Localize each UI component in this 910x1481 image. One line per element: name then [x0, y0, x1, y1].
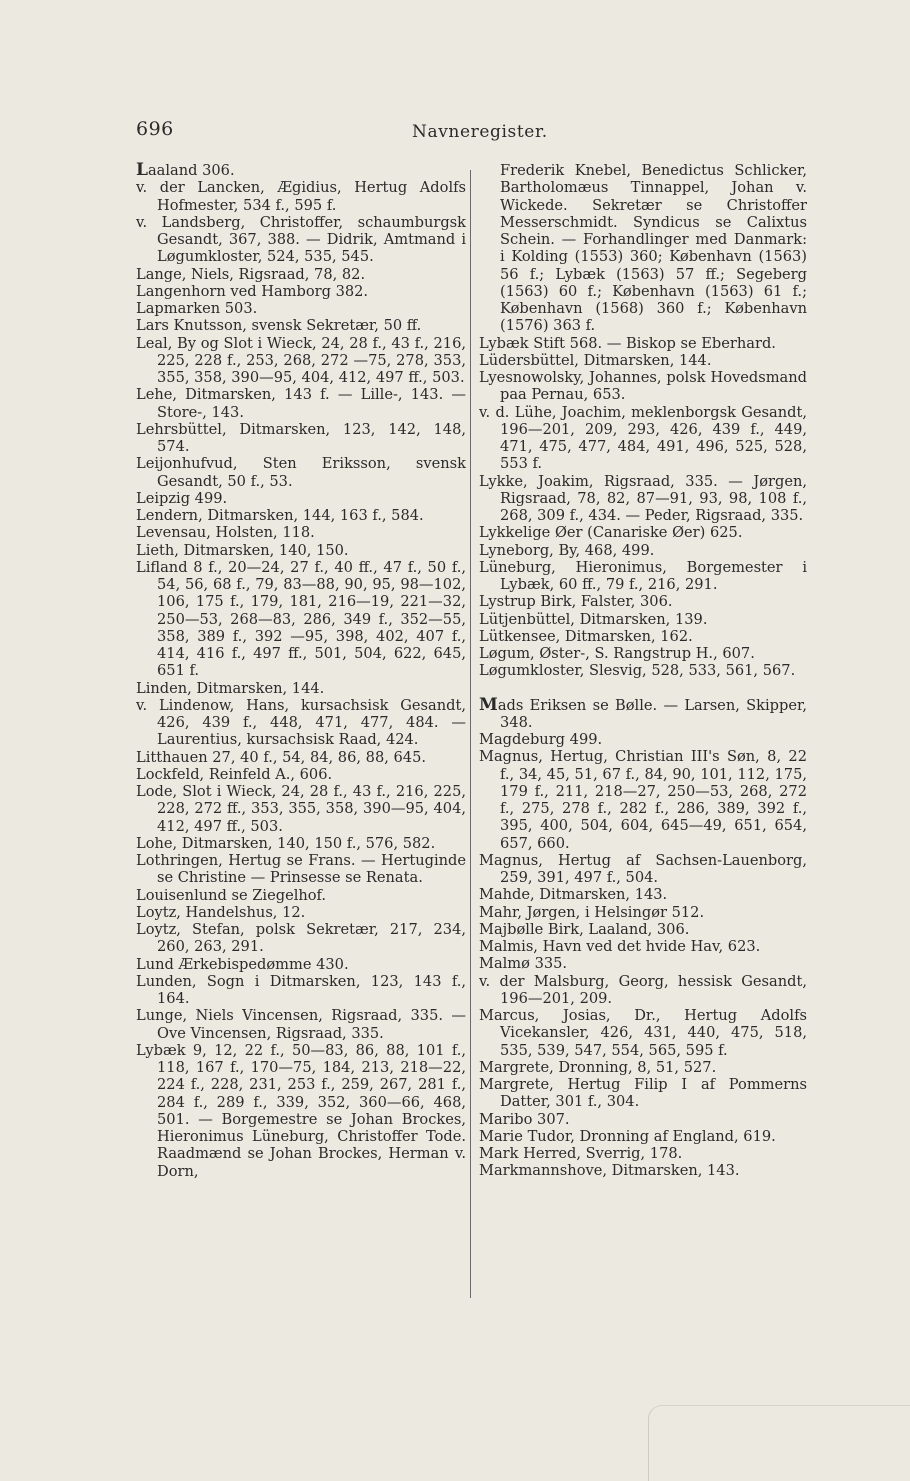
column-divider [470, 170, 471, 1298]
index-entry: Malmø 335. [479, 955, 568, 973]
index-entry: Lunge, Niels Vincensen, Rigsraad, 335. — Ove Vincensen, Rigsraad, 335. [136, 1007, 466, 1042]
index-entry: Lütjenbüttel, Ditmarsken, 139. [479, 610, 708, 628]
index-entry: Levensau, Holsten, 118. [136, 524, 315, 542]
index-entry: Lund Ærkebispedømme 430. [136, 955, 349, 973]
running-head: Navneregister. [412, 122, 548, 142]
index-entry: Mark Herred, Sverrig, 178. [479, 1145, 683, 1162]
index-entry: Loytz, Handelshus, 12. [136, 903, 306, 921]
index-column-right [479, 162, 807, 1180]
index-entry: Lyneborg, By, 468, 499. [479, 541, 655, 559]
index-entry: Lode, Slot i Wieck, 24, 28 f., 43 f., 216, 225, 228, 272 ff., 353, 355, 358, 390—95, 404, 412, 497 ff., 503. [136, 783, 466, 835]
index-entry: Lars Knutsson, svensk Sekretær, 50 ff. [136, 317, 422, 335]
index-entry: v. der Malsburg, Georg, hessisk Gesandt, 196—201, 209. [479, 972, 807, 1007]
index-entry: Lüneburg, Hieronimus, Borgemester i Lybæk, 60 ff., 79 f., 216, 291. [479, 558, 807, 593]
section-initial: L [136, 160, 148, 180]
index-entry: Lockfeld, Reinfeld A., 606. [136, 765, 333, 783]
index-entry: Løgumkloster, Slesvig, 528, 533, 561, 567. [479, 662, 796, 680]
index-entry: Lohe, Ditmarsken, 140, 150 f., 576, 582. [136, 834, 436, 852]
index-entry: Langenhorn ved Hamborg 382. [136, 282, 369, 300]
index-entry: Lüdersbüttel, Ditmarsken, 144. [479, 351, 712, 369]
index-entry [479, 694, 807, 732]
page-number: 696 [136, 118, 174, 140]
index-entry: Lothringen, Hertug se Frans. — Hertuginde se Christine — Prinsesse se Renata. [136, 852, 466, 887]
index-entry: Mahr, Jørgen, i Helsingør 512. [479, 903, 705, 921]
index-entry: Markmannshove, Ditmarsken, 143. [479, 1162, 740, 1180]
index-entry: Lybæk 9, 12, 22 f., 50—83, 86, 88, 101 f., 118, 167 f., 170—75, 184, 213, 218—22, 224 f., 228, 231, 253 f., 259, 267, 281 f., 284 f., 289 f., 339, 352, 360—66, 468, 501. — Borgemestre se Johan Brockes, Hieronimus Lüneburg, Christoffer Tode. Raadmænd se Johan Brockes, Herman v. Dorn, [136, 1041, 466, 1180]
index-entry: Leipzig 499. [136, 489, 228, 507]
index-entry: Magnus, Hertug, Christian III's Søn, 8, 22 f., 34, 45, 51, 67 f., 84, 90, 101, 112, 175, 179 f., 211, 218—27, 250—53, 268, 272 f., 275, 278 f., 282 f., 286, 389, 392 f., 395, 400, 504, 604, 645—49, 651, 654, 657, 660. [479, 748, 807, 852]
index-entry: Lyesnowolsky, Johannes, polsk Hovedsmand paa Pernau, 653. [479, 369, 807, 404]
index-entry: Linden, Ditmarsken, 144. [136, 679, 325, 697]
entry-text: ads Eriksen se Bølle. — Larsen, Skipper, 348. [497, 696, 807, 731]
index-entry: Margrete, Dronning, 8, 51, 527. [479, 1058, 717, 1076]
index-entry: Lykke, Joakim, Rigsraad, 335. — Jørgen, Rigsraad, 78, 82, 87—91, 93, 98, 108 f., 268, 309 f., 434. — Peder, Rigsraad, 335. [479, 472, 807, 524]
index-entry: Louisenlund se Ziegelhof. [136, 886, 327, 904]
index-entry: Maribo 307. [479, 1110, 570, 1128]
entry-text: aaland 306. [147, 162, 235, 179]
index-entry: Lystrup Birk, Falster, 306. [479, 593, 673, 611]
index-entry: Lapmarken 503. [136, 300, 258, 317]
index-entry: Leal, By og Slot i Wieck, 24, 28 f., 43 f., 216, 225, 228 f., 253, 268, 272 —75, 278, 353, 355, 358, 390—95, 404, 412, 497 ff., 503. [136, 334, 466, 386]
index-entry: Magnus, Hertug af Sachsen-Lauenborg, 259, 391, 497 f., 504. [479, 851, 807, 886]
index-entry: v. d. Lühe, Joachim, meklenborgsk Gesandt, 196—201, 209, 293, 426, 439 f., 449, 471, 475, 477, 484, 491, 496, 525, 528, 553 f. [479, 403, 807, 473]
index-entry: v. Lindenow, Hans, kursachsisk Gesandt, 426, 439 f., 448, 471, 477, 484. — Laurentius, kursachsisk Raad, 424. [136, 696, 466, 749]
index-entry: Lieth, Ditmarsken, 140, 150. [136, 541, 349, 559]
index-entry [136, 162, 466, 179]
index-entry: Frederik Knebel, Benedictus Schlicker, Bartholomæus Tinnappel, Johan v. Wickede. Sekretær se Christoffer Messerschmidt. Syndicus se Calixtus Schein. — Forhandlinger med Danmark: i Kolding (1553) 360; København (1563) 56 f.; Lybæk (1563) 57 ff.; Segeberg (1563) 60 f.; København (1563) 61 f.; København (1568) 360 f.; København (1576) 363 f. [500, 162, 807, 335]
index-entry: Lybæk Stift 568. — Biskop se Eberhard. [479, 334, 776, 352]
index-entry: Lifland 8 f., 20—24, 27 f., 40 ff., 47 f., 50 f., 54, 56, 68 f., 79, 83—88, 90, 95, 98—102, 106, 175 f., 179, 181, 216—19, 221—32, 250—53, 268—83, 286, 349 f., 352—55, 358, 389 f., 392 —95, 398, 402, 407 f., 414, 416 f., 497 ff., 501, 504, 622, 645, 651 f. [136, 558, 466, 680]
index-column-left [136, 162, 466, 1180]
index-entry: Leijonhufvud, Sten Eriksson, svensk Gesandt, 50 f., 53. [136, 455, 466, 490]
section-initial: M [479, 694, 498, 715]
index-entry: Mahde, Ditmarsken, 143. [479, 886, 668, 904]
index-entry: Margrete, Hertug Filip I af Pommerns Datter, 301 f., 304. [479, 1076, 807, 1111]
index-entry: Lykkelige Øer (Canariske Øer) 625. [479, 524, 743, 542]
index-entry: Lange, Niels, Rigsraad, 78, 82. [136, 265, 366, 283]
index-entry: Malmis, Havn ved det hvide Hav, 623. [479, 938, 761, 955]
index-entry: Marcus, Josias, Dr., Hertug Adolfs Vicekansler, 426, 431, 440, 475, 518, 535, 539, 547, 554, 565, 595 f. [479, 1007, 807, 1059]
index-entry: Majbølle Birk, Laaland, 306. [479, 920, 690, 938]
index-entry: Litthauen 27, 40 f., 54, 84, 86, 88, 645. [136, 748, 427, 766]
index-entry: Magdeburg 499. [479, 731, 603, 748]
index-entry: Lütkensee, Ditmarsken, 162. [479, 627, 693, 645]
index-entry: Loytz, Stefan, polsk Sekretær, 217, 234, 260, 263, 291. [136, 921, 466, 956]
index-entry: v. Landsberg, Christoffer, schaumburgsk Gesandt, 367, 388. — Didrik, Amtmand i Løgumkloster, 524, 535, 545. [136, 213, 466, 266]
index-entry: Løgum, Øster-, S. Rangstrup H., 607. [479, 645, 755, 662]
index-entry: Lunden, Sogn i Ditmarsken, 123, 143 f., 164. [136, 972, 466, 1007]
page-edge-mark [648, 1405, 910, 1481]
index-entry: v. der Lancken, Ægidius, Hertug Adolfs Hofmester, 534 f., 595 f. [136, 179, 466, 214]
index-entry: Marie Tudor, Dronning af England, 619. [479, 1127, 776, 1145]
index-entry: Lendern, Ditmarsken, 144, 163 f., 584. [136, 507, 424, 524]
index-entry: Lehe, Ditmarsken, 143 f. — Lille-, 143. — Store-, 143. [136, 386, 466, 421]
index-entry: Lehrsbüttel, Ditmarsken, 123, 142, 148, 574. [136, 420, 466, 455]
